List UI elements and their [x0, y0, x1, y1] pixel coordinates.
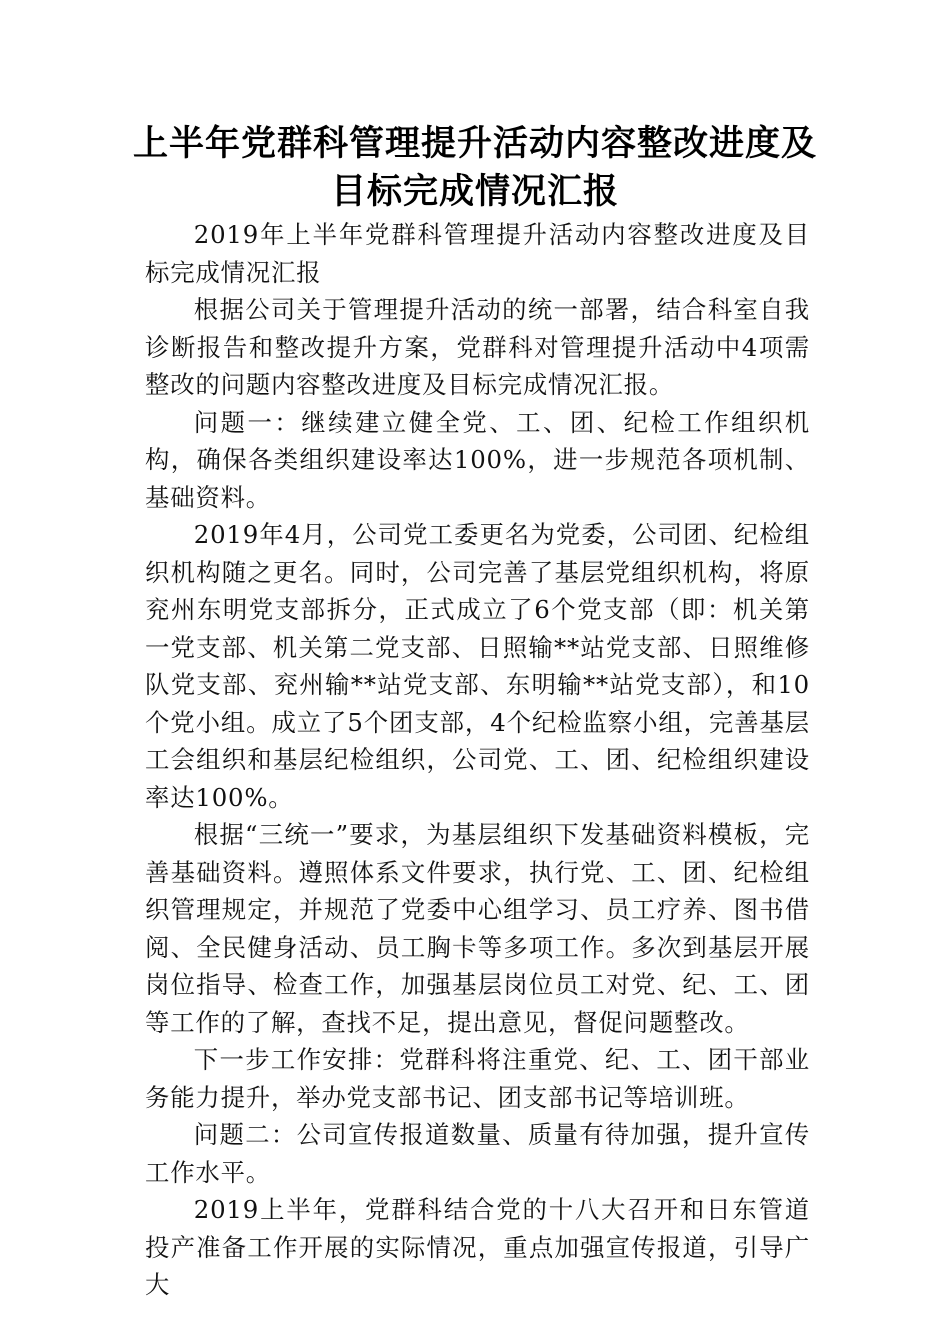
paragraph-intro: 根据公司关于管理提升活动的统一部署，结合科室自我诊断报告和整改提升方案，党群科对管理提升活动中4项需整改的问题内容整改进度及目标完成情况汇报。 [145, 295, 810, 399]
paragraph-next-steps: 下一步工作安排：党群科将注重党、纪、工、团干部业务能力提升，举办党支部书记、团支部书记等培训班。 [145, 1045, 810, 1112]
document-title-line-1: 上半年党群科管理提升活动内容整改进度及 [132, 124, 817, 164]
paragraph-issue-two: 问题二：公司宣传报道数量、质量有待加强，提升宣传工作水平。 [145, 1120, 810, 1187]
paragraph-issue-one: 问题一：继续建立健全党、工、团、纪检工作组织机构，确保各类组织建设率达100%，进一步规范各项机制、基础资料。 [145, 407, 810, 512]
document-body [145, 216, 810, 1304]
document-title-line-2: 目标完成情况汇报 [330, 172, 619, 212]
paragraph-issue-two-progress: 2019上半年，党群科结合党的十八大召开和日东管道投产准备工作开展的实际情况，重点加强宣传报道，引导广大 [145, 1195, 810, 1299]
paragraph-issue-one-progress: 2019年4月，公司党工委更名为党委，公司团、纪检组织机构随之更名。同时，公司完善了基层党组织机构，将原兖州东明党支部拆分，正式成立了6个党支部（即：机关第一党支部、机关第二党支部、日照输**站党支部、日照维修队党支部、兖州输**站党支部、东明输**站党支部），和10个党小组。成立了5个团支部，4个纪检监察小组，完善基层工会组织和基层纪检组织，公司党、工、团、纪检组织建设率达100%。 [145, 520, 810, 812]
paragraph-report-name: 2019年上半年党群科管理提升活动内容整改进度及目标完成情况汇报 [145, 220, 810, 287]
paragraph-issue-one-materials: 根据“三统一”要求，为基层组织下发基础资料模板，完善基础资料。遵照体系文件要求，执行党、工、团、纪检组织管理规定，并规范了党委中心组学习、员工疗养、图书借阅、全民健身活动、员工胸卡等多项工作。多次到基层开展岗位指导、检查工作，加强基层岗位员工对党、纪、工、团等工作的了解，查找不足，提出意见，督促问题整改。 [145, 820, 810, 1037]
